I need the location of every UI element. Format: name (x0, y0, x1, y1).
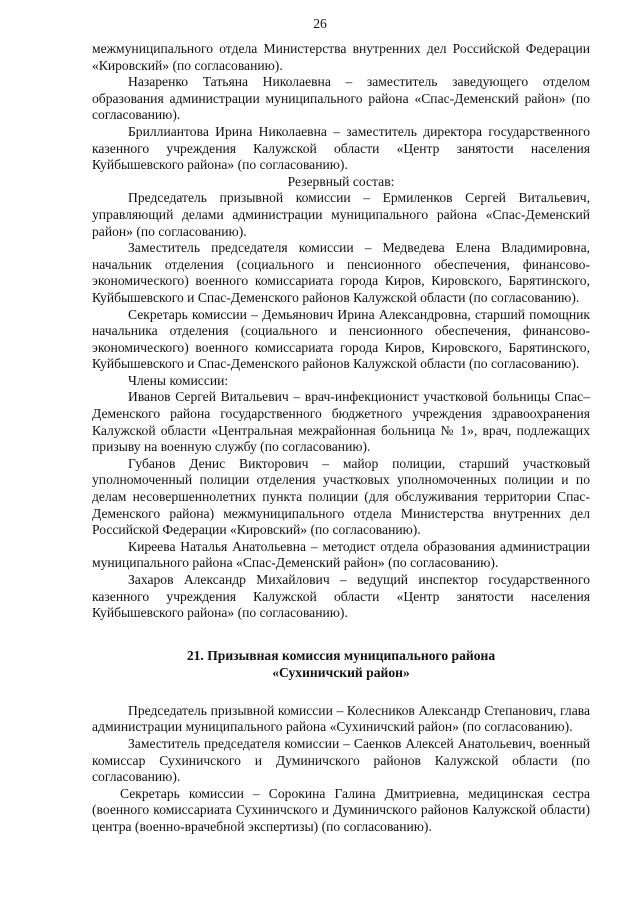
section-heading-line1: 21. Призывная комиссия муниципального района (186, 647, 496, 663)
paragraph-member-ivanov: Иванов Сергей Витальевич – врач-инфекционист участковой больницы Спас–Деменского района государственного бюджетного учреждения здравоохранения Калужской области «Центральная межрайонная больница № 1», врач, подлежащих призыву на военную службу (по согласованию). (92, 389, 590, 455)
paragraph-section21-deputy: Заместитель председателя комиссии – Саенков Алексей Анатольевич, военный комиссар Сухиничского и Думиничского районов Калужской области (по согласованию). (92, 735, 590, 785)
paragraph-reserve-secretary: Секретарь комиссии – Демьянович Ирина Александровна, старший помощник начальника отделения (социального и пенсионного обеспечения, финансово-экономического) военного комиссариата города Киров, Кировского, Барятинского, Куйбышевского и Спас-Деменского районов Калужской области (по согласованию). (92, 306, 590, 372)
members-title: Члены комиссии: (128, 372, 229, 388)
paragraph-brilliantova: Бриллиантова Ирина Николаевна – заместитель директора государственного казенного учреждения Калужской области «Центр занятости населения Куйбышевского района» (по согласованию). (92, 123, 590, 173)
paragraph-member-zakharov: Захаров Александр Михайлович – ведущий инспектор государственного казенного учреждения Калужской области «Центр занятости населения Куйбышевского района» (по согласованию). (92, 572, 590, 621)
paragraph-reserve-deputy: Заместитель председателя комиссии – Медведева Елена Владимировна, начальник отделения (социального и пенсионного обеспечения, финансово-экономического) военного комиссариата города Киров, Кировского, Барятинского, Куйбышевского и Спас-Деменского районов Калужской области (по согласованию). (92, 240, 590, 305)
page-number: 26 (313, 16, 327, 31)
section-heading-line2: «Сухиничский район» (272, 664, 410, 680)
paragraph-member-gubanov: Губанов Денис Викторович – майор полиции, старший участковый уполномоченный полиции отделения участковых уполномоченных полиции и по делам несовершеннолетних пункта полиции (для обслуживания территории Спас-Деменского района) межмуниципального отдела Министерства внутренних дел Российской Федерации «Кировский» (по согласованию). (92, 455, 590, 538)
paragraph-continuation: межмуниципального отдела Министерства внутренних дел Российской Федерации «Кировский» (по согласованию). (92, 41, 590, 73)
paragraph-nazarenko: Назаренко Татьяна Николаевна – заместитель заведующего отделом образования администрации муниципального района «Спас-Деменский район» (по согласованию). (92, 74, 590, 123)
spacer (92, 681, 590, 703)
spacer (92, 622, 590, 647)
reserve-title: Резервный состав: (287, 173, 395, 189)
paragraph-section21-secretary: Секретарь комиссии – Сорокина Галина Дмитриевна, медицинская сестра (военного комиссариата Сухиничского и Думиничского районов Калужской области) центра (военно-врачебной экспертизы) (по согласованию). (92, 785, 590, 834)
paragraph-member-kireeva: Киреева Наталья Анатольевна – методист отдела образования администрации муниципального района «Спас-Деменский район» (по согласованию). (92, 538, 590, 571)
document-body (92, 41, 590, 836)
paragraph-section21-chair: Председатель призывной комиссии – Колесников Александр Степанович, глава администрации муниципального района «Сухиничский район» (по согласованию). (92, 702, 590, 735)
paragraph-reserve-chair: Председатель призывной комиссии – Ермиленков Сергей Витальевич, управляющий делами администрации муниципального района «Спас-Деменский район» (по согласованию). (92, 190, 590, 239)
